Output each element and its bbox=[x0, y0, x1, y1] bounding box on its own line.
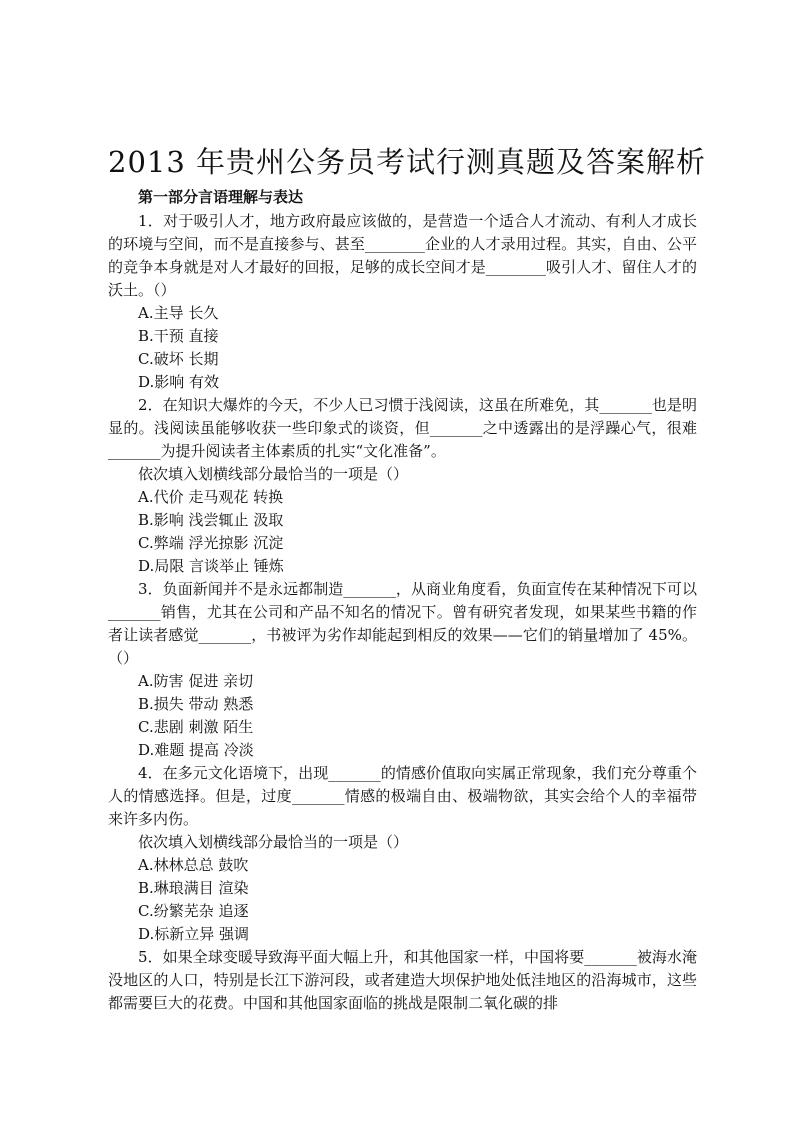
question-instruction: 依次填入划横线部分最恰当的一项是（） bbox=[138, 832, 409, 851]
option-c: C.破坏 长期 bbox=[138, 349, 219, 368]
question-2 bbox=[108, 394, 697, 578]
option-d: D.标新立异 强调 bbox=[138, 924, 250, 943]
section-heading: 第一部分言语理解与表达 bbox=[138, 187, 304, 206]
question-text: 2．在知识大爆炸的今天，不少人已习惯于浅阅读，这虽在所难免，其_______也是明显的。浅阅读虽能够收获一些印象式的谈资，但_______之中透露出的是浮躁心气，很难_______为提升阅读者主体素质的扎实“文化准备”。 bbox=[108, 395, 697, 460]
question-4 bbox=[108, 762, 697, 946]
option-d: D.影响 有效 bbox=[138, 372, 220, 391]
question-text: 5．如果全球变暖导致海平面大幅上升，和其他国家一样，中国将要_______被海水淹没地区的人口，特别是长江下游河段，或者建造大坝保护地处低洼地区的沿海城市，这些都需要巨大的花费。中国和其他国家面临的挑战是限制二氧化碳的排 bbox=[108, 947, 697, 1012]
question-1 bbox=[108, 210, 697, 394]
question-3 bbox=[108, 578, 697, 762]
document-title: 2013 年贵州公务员考试行测真题及答案解析 bbox=[108, 145, 707, 179]
question-5 bbox=[108, 946, 697, 1015]
option-b: B.影响 浅尝辄止 汲取 bbox=[138, 510, 284, 529]
option-a: A.防害 促进 亲切 bbox=[138, 671, 254, 690]
option-d: D.局限 言谈举止 锤炼 bbox=[138, 556, 284, 575]
option-a: A.代价 走马观花 转换 bbox=[138, 487, 284, 506]
option-b: B.损失 带动 熟悉 bbox=[138, 694, 254, 713]
question-instruction: 依次填入划横线部分最恰当的一项是（） bbox=[138, 464, 409, 483]
question-text: 1．对于吸引人才，地方政府最应该做的，是营造一个适合人才流动、有利人才成长的环境与空间，而不是直接参与、甚至________企业的人才录用过程。其实，自由、公平的竞争本身就是对人才最好的回报，足够的成长空间才是________吸引人才、留住人才的沃土。（） bbox=[108, 211, 697, 299]
option-d: D.难题 提高 冷淡 bbox=[138, 740, 254, 759]
question-text: 4．在多元文化语境下，出现_______的情感价值取向实属正常现象，我们充分尊重个人的情感选择。但是，过度_______情感的极端自由、极端物欲，其实会给个人的幸福带来许多内伤。 bbox=[108, 763, 697, 828]
option-c: C.纷繁芜杂 追逐 bbox=[138, 901, 249, 920]
option-b: B.干预 直接 bbox=[138, 326, 219, 345]
option-a: A.林林总总 鼓吹 bbox=[138, 855, 249, 874]
question-text: 3．负面新闻并不是永远都制造_______，从商业角度看，负面宣传在某种情况下可以_______销售，尤其在公司和产品不知名的情况下。曾有研究者发现，如果某些书籍的作者让读者感觉_______，书被评为劣作却能起到相反的效果——它们的销量增加了 45%。（） bbox=[108, 579, 697, 667]
option-a: A.主导 长久 bbox=[138, 303, 219, 322]
option-c: C.悲剧 刺激 陌生 bbox=[138, 717, 254, 736]
option-b: B.琳琅满目 渲染 bbox=[138, 878, 249, 897]
option-c: C.弊端 浮光掠影 沉淀 bbox=[138, 533, 284, 552]
